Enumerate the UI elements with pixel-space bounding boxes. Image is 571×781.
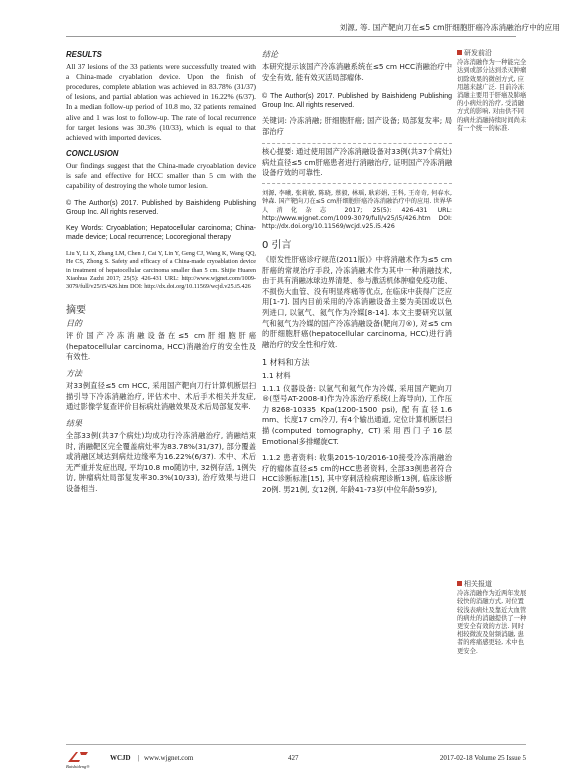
header-rule xyxy=(66,36,516,37)
side-note-background xyxy=(457,49,527,133)
citation-zh: 刘源, 李曦, 张莉敏, 陈晓, 蔡毅, 林瑶, 耿彩娟, 王科, 王奇奇, 何春水, 钟森. 国产靶向刀在≤5 cm肝细胞肝癌冷冻消融治疗中的应用. 世界华人消化杂志 2017; 25(5): 426-431 URL: http://www.wjgnet.com/1009-3079/full/v25/i5/426.htm DOI: http://dx.doi.org/10.11569/wcjd.v25.i5.426 xyxy=(262,189,452,231)
aim-text: 评价国产冷冻消融设备在≤5 cm肝细胞肝癌(hepatocellular carcinoma, HCC)消融治疗的安全性及有效性. xyxy=(66,331,256,362)
footer xyxy=(66,750,526,770)
conclusion-zh-text: 本研究提示该国产冷冻消融系统在≤5 cm HCC消融治疗中安全有效, 能有效灭活局部瘤体. xyxy=(262,62,452,82)
results-text: All 37 lesions of the 33 patients were successfully treated with a China-made cryablation device. Upon the finish of procedures, complete ablation was achieved in 83.78% (31/37) of lesions, and partial ablation was achieved in 16.22% (6/37). In a median follow-up period of 10.8 mo, 32 patients remained alive and 1 was lost to follow-up. The rate of local recurrence for target lesions was 30.3% (10/33), which is equal to that achieved with imported devices. xyxy=(66,62,256,142)
intro-heading: 0 引言 xyxy=(262,240,292,252)
middle-column xyxy=(262,50,452,502)
core-tip-text: 核心提要: 通过使用国产冷冻消融设备对33例(共37个病灶)病灶直径≤5 cm肝癌患者进行消融治疗, 证明国产冷冻消融设备疗效的可靠性. xyxy=(262,147,452,178)
footer-site-sep: | xyxy=(138,754,140,762)
conclusion-zh-heading: 结论 xyxy=(262,50,278,59)
copyright-en: © The Author(s) 2017. Published by Baishideng Publishing Group Inc. All rights reserved. xyxy=(66,200,256,217)
publisher-brand: Baishideng® xyxy=(66,764,90,769)
materials-subheading: 1.1 材料 xyxy=(262,370,291,380)
results-zh-text: 全部33例(共37个病灶)均成功行冷冻消融治疗, 消融结束时, 消融靶区完全覆盖病灶率为83.78%(31/37), 部分覆盖或消融区域达到病灶边缘率为16.22%(6/37). 术中、术后无严重并发症出现, 平均10.8 mo随访中, 32例存活, 1例失访, 肿瘤病灶局部复发率30.3%(10/33), 治疗效果与进口设备相当. xyxy=(66,430,256,493)
publisher-logo xyxy=(66,750,106,769)
results-zh-heading: 结果 xyxy=(66,418,82,428)
footer-site: www.wjgnet.com xyxy=(144,754,194,762)
citation-en: Liu Y, Li X, Zhang LM, Chen J, Cai Y, Lin Y, Geng CJ, Wang K, Wang QQ, He CS, Zhong S. Safety and efficacy of a China-made cryoablation device in treatment of hepatocellular carcinoma smaller than 5 cm. Shijie Huaren Xiaohua Zazhi 2017; 25(5): 426-431 URL: http://www.wjgnet.com/1009-3079/full/v25/i5/426.htm DOI: http://dx.doi.org/10.11569/wcjd.v25.i5.426 xyxy=(66,250,256,291)
aim-heading: 目的 xyxy=(66,319,82,329)
running-title: 刘源, 等. 国产靶向刀在≤5 cm肝细胞肝癌冷冻消融治疗中的应用 xyxy=(339,23,560,32)
side-bg-heading: 研发前沿 xyxy=(464,49,492,57)
conclusion-text: Our findings suggest that the China-made cryoablation device is safe and effective for HCC smaller than 5 cm with the capability of destroying the whole tumor lesion. xyxy=(66,160,256,191)
core-tip-box xyxy=(262,143,452,184)
keywords-zh: 关键词: 冷冻消融; 肝细胞肝癌; 国产设备; 局部复发率; 局部治疗 xyxy=(262,116,452,136)
copyright-zh: © The Author(s) 2017. Published by Baishideng Publishing Group Inc. All rights reserved. xyxy=(262,92,452,109)
page-number: 427 xyxy=(288,754,299,762)
side-related-text: 冷冻消融作为近两年发展较快的消融方式, 对位置较浅表病灶及靠近大血管的病灶的消融提供了一种更安全有效的方法. 同时相较微波及射频消融, 患者的疼痛感更轻, 术中也更安全. xyxy=(457,590,527,655)
methods-heading: 方法 xyxy=(66,368,82,378)
abstract-zh-heading: 摘要 xyxy=(66,304,86,316)
side-note-related xyxy=(457,580,527,656)
methods-text: 对33例直径≤5 cm HCC, 采用国产靶向刀行计算机断层扫描引导下冷冻消融治疗, 评估术中、术后手术相关并发症, 通过影像学复查评价目标病灶消融效果及术后局部复发率. xyxy=(66,381,256,412)
conclusion-heading: CONCLUSION xyxy=(66,148,119,158)
red-square-icon xyxy=(457,50,462,55)
keywords-en: Key Words: Cryoablation; Hepatocellular carcinoma; China-made device; Local recurrence; Locoregional therapy xyxy=(66,224,256,241)
footer-journal: WCJD xyxy=(110,754,131,762)
side-bg-text: 冷冻消融作为一种能完全达到或部分达到杀灭肿瘤切除效果的微创方式, 应用越来越广泛. 目前冷冻消融主要用于肝癌及肺癌的小病灶的治疗, 受消融方式的影响, 对由供不同的病灶消融持续时间尚未有一个统一的标准. xyxy=(457,59,527,132)
device-text: 1.1.1 仪器设备: 以氩气和氦气作为冷媒, 采用国产靶向刀®(型号AT-2008-Ⅱ)作为冷冻治疗系统(上海导向), 工作压力8268-10335 Kpa(1200-1500 psi), 配有直径1.6 mm、长度17 cm冷刀, 有4个输出通道, 定位计算机断层扫描(computed tomography, CT)采用西门子16层Emotional多排螺旋CT. xyxy=(262,383,452,446)
baishideng-logo-icon xyxy=(66,750,92,764)
left-column xyxy=(66,50,256,501)
footer-rule xyxy=(66,744,526,745)
red-square-icon xyxy=(457,581,462,586)
patients-text: 1.1.2 患者资料: 收集2015-10/2016-10接受冷冻消融治疗的瘤体直径≤5 cm的HCC患者资料, 全部33例患者符合HCC诊断标准[15], 其中穿刺活检病理诊断13例, 临床诊断20例. 男21例, 女12例, 年龄41-73岁(中位年龄59岁), xyxy=(262,453,452,494)
side-related-heading: 相关报道 xyxy=(464,580,492,588)
materials-heading: 1 材料和方法 xyxy=(262,358,310,368)
results-heading: RESULTS xyxy=(66,50,102,59)
intro-text: 《原发性肝癌诊疗规范(2011版)》中将消融术作为≤5 cm肝癌的常规治疗手段, 冷冻消融术作为其中一种消融技术, 由于具有消融冰球边界清楚、参与激活机体肿瘤免疫功能、不损伤大血管、没有明显疼痛等优点, 在临床中获得广泛应用[1-7]. 国内目前采用的冷冻消融设备主要为美国或以色列进口, 以氩气、氦气作为冷媒[8-14]. 本文主要研究以氩气和氦气为冷媒的国产冷冻消融设备(靶向刀®), 对≤5 cm的肝细胞肝癌(hepatocellular carcinoma, HCC)进行消融治疗的安全性和疗效. xyxy=(262,255,452,349)
footer-date-issue: 2017-02-18 Volume 25 Issue 5 xyxy=(439,754,526,762)
